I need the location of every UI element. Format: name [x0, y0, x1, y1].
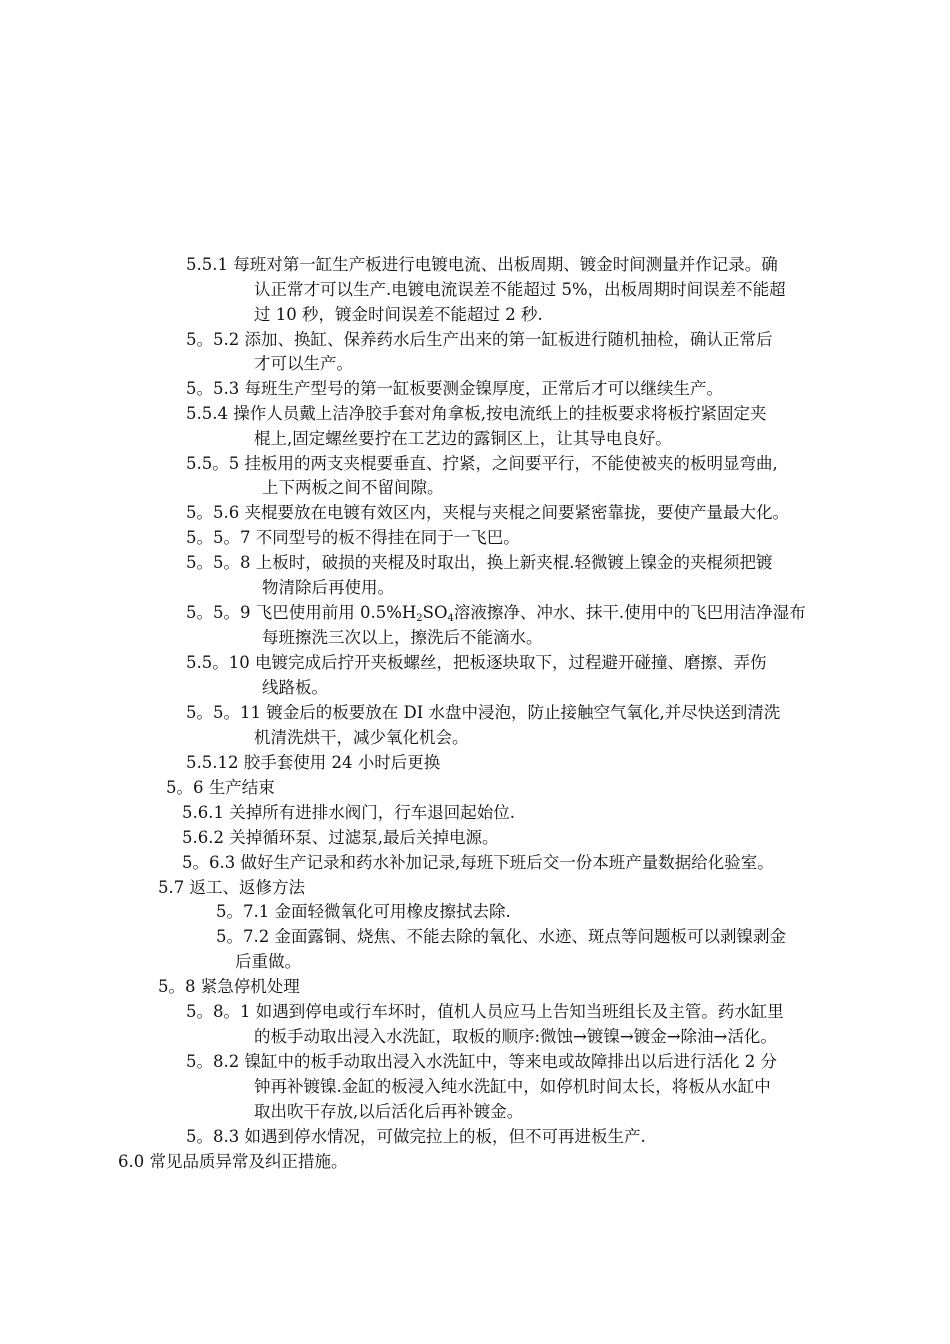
- text-line-5-8-2: 5。8.2 镍缸中的板手动取出浸入水洗缸中，等来电或故障排出以后进行活化 2 分: [186, 1052, 777, 1071]
- text-line-5-8-3: 5。8.3 如遇到停水情况，可做完拉上的板，但不可再进板生产.: [186, 1127, 646, 1146]
- text-line-5-8-2-cont1: 钟再补镀镍.金缸的板浸入纯水洗缸中，如停机时间太长，将板从水缸中: [254, 1077, 771, 1096]
- text-line-5-5-10: 5.5。10 电镀完成后拧开夹板螺丝，把板逐块取下，过程避开碰撞、磨擦、弄伤: [186, 653, 767, 672]
- text-line-5-5-4-cont: 棍上,固定螺丝要拧在工艺边的露铜区上，让其导电良好。: [254, 429, 672, 448]
- text-line-5-6-1: 5.6.1 关掉所有进排水阀门，行车退回起始位.: [182, 803, 515, 822]
- section-heading-6-0: 6.0 常见品质异常及纠正措施。: [118, 1152, 348, 1171]
- text-line-5-5-5: 5.5。5 挂板用的两支夹棍要垂直、拧紧，之间要平行，不能使被夹的板明显弯曲,: [186, 454, 778, 473]
- text-line-5-5-1: 5.5.1 每班对第一缸生产板进行电镀电流、出板周期、镀金时间测量并作记录。确: [186, 255, 778, 274]
- text-line-5-5-11-cont: 机清洗烘干，减少氧化机会。: [254, 728, 469, 747]
- text-line-5-5-5-cont: 上下两板之间不留间隙。: [262, 478, 444, 497]
- text-line-5-8-1-cont: 的板手动取出浸入水洗缸，取板的顺序:微蚀→镀镍→镀金→除油→活化。: [254, 1027, 777, 1046]
- text-line-5-8-1: 5。8。1 如遇到停电或行车坏时，值机人员应马上告知当班组长及主管。药水缸里: [186, 1002, 784, 1021]
- section-heading-5-6: 5。6 生产结束: [166, 778, 275, 797]
- section-heading-5-7: 5.7 返工、返修方法: [158, 878, 305, 897]
- text-line-5-5-8: 5。5。8 上板时，破损的夹棍及时取出，换上新夹棍.轻微镀上镍金的夹棍须把镀: [186, 553, 773, 572]
- text-line-5-5-9-cont: 每班擦洗三次以上，擦洗后不能滴水。: [262, 628, 543, 647]
- text-line-5-5-8-cont: 物清除后再使用。: [262, 578, 394, 597]
- text-line-5-5-11: 5。5。11 镀金后的板要放在 DI 水盘中浸泡，防止接触空气氧化,并尽快送到清洗: [186, 703, 781, 722]
- text-line-5-5-12: 5.5.12 胶手套使用 24 小时后更换: [186, 753, 441, 772]
- text-line-5-5-4: 5.5.4 操作人员戴上洁净胶手套对角拿板,按电流纸上的挂板要求将板拧紧固定夹: [186, 404, 767, 423]
- text-line-5-7-2-cont: 后重做。: [235, 952, 301, 971]
- text-line-5-6-2: 5.6.2 关掉循环泵、过滤泵,最后关掉电源。: [182, 828, 499, 847]
- text-line-5-5-1-cont1: 认正常才可以生产.电镀电流误差不能超过 5%，出板周期时间误差不能超: [254, 280, 786, 299]
- text-line-5-5-6: 5。5.6 夹棍要放在电镀有效区内，夹棍与夹棍之间要紧密靠拢，要使产量最大化。: [186, 503, 789, 522]
- text-line-5-5-2: 5。5.2 添加、换缸、保养药水后生产出来的第一缸板进行随机抽检，确认正常后: [186, 330, 773, 349]
- text-line-5-5-1-cont2: 过 10 秒，镀金时间误差不能超过 2 秒.: [254, 305, 543, 324]
- text-line-5-6-3: 5。6.3 做好生产记录和药水补加记录,每班下班后交一份本班产量数据给化验室。: [182, 853, 774, 872]
- section-heading-5-8: 5。8 紧急停机处理: [158, 977, 300, 996]
- text-line-5-5-7: 5。5。7 不同型号的板不得挂在同于一飞巴。: [186, 528, 520, 547]
- text-line-5-8-2-cont2: 取出吹干存放,以后活化后再补镀金。: [254, 1102, 524, 1121]
- text-line-5-7-1: 5。7.1 金面轻微氧化可用橡皮擦拭去除.: [216, 902, 511, 921]
- text-line-5-7-2: 5。7.2 金面露铜、烧焦、不能去除的氧化、水迹、斑点等问题板可以剥镍剥金: [216, 927, 786, 946]
- text-line-5-5-2-cont: 才可以生产。: [254, 354, 353, 373]
- text-line-5-5-3: 5。5.3 每班生产型号的第一缸板要测金镍厚度，正常后才可以继续生产。: [186, 379, 723, 398]
- text-line-5-5-9: 5。5。9 飞巴使用前用 $0.5\%H_2SO_4$溶液擦净、冲水、抹干.使用中的飞巴用洁净湿布: [186, 603, 806, 624]
- text-line-5-5-10-cont: 线路板。: [262, 678, 328, 697]
